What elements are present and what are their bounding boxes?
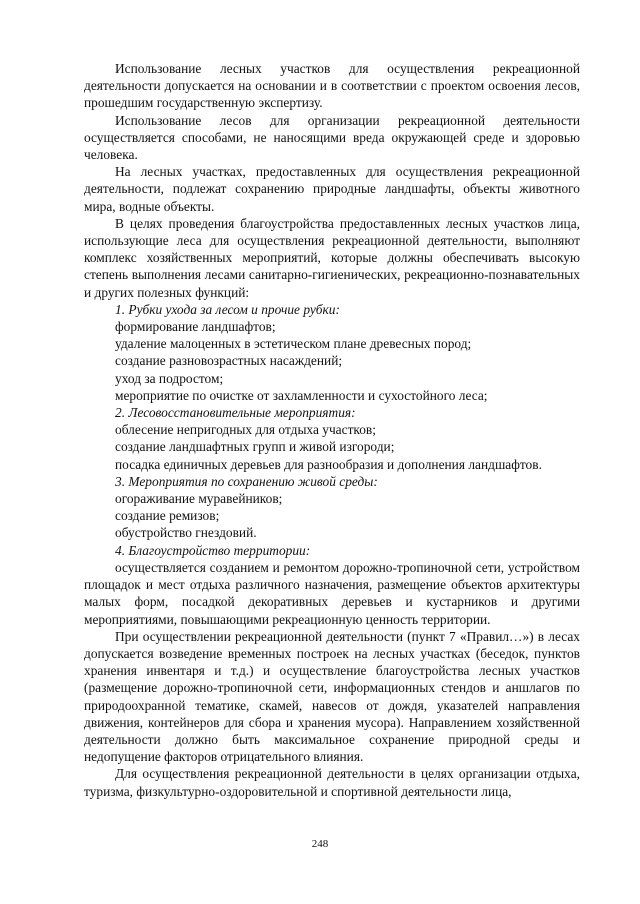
list-item: посадка единичных деревьев для разнообразия и дополнения ландшафтов. [115,456,542,472]
paragraph-preservation: На лесных участках, предоставленных для осуществления рекреационной деятельности, подлежат сохранению природные ландшафты, объекты животного мира, водные объекты. [84,164,580,214]
section-heading-reforestation: 2. Лесовосстановительные мероприятия: [115,405,356,421]
page-body [84,60,580,800]
section-heading-thinning: 1. Рубки ухода за лесом и прочие рубки: [115,301,340,317]
section-heading-landscaping: 4. Благоустройство территории: [115,542,311,558]
list-item: мероприятие по очистке от захламленности и сухостойного леса; [115,387,488,403]
list-item: обустройство гнездовий. [115,525,257,541]
paragraph-improvement-measures: В целях проведения благоустройства предоставленных лесных участков лица, использующие леса для осуществления рекреационной деятельности, выполняют комплекс хозяйственных мероприятий, которые должны обеспечивать высокую степень выполнения лесами санитарно-гигиенических, рекреационно-познавательных и других полезных функций: [84,215,580,300]
list-item: создание ремизов; [115,508,220,524]
paragraph-forest-plots-use: Использование лесных участков для осуществления рекреационной деятельности допускается на основании и в соответствии с проектом освоения лесов, прошедшим государственную экспертизу. [84,61,580,111]
list-item: облесение непригодных для отдыха участков; [115,422,376,438]
list-item: создание ландшафтных групп и живой изгороди; [115,439,395,455]
page-number: 248 [311,838,329,850]
list-item: огораживание муравейников; [115,491,283,507]
section-heading-wildlife: 3. Мероприятия по сохранению живой среды: [115,473,378,489]
paragraph-landscaping-details: осуществляется созданием и ремонтом дорожно-тропиночной сети, устройством площадок и мест отдыха различного назначения, размещение объектов архитектуры малых форм, посадкой декоративных деревьев и кустарников и другими мероприятиями, повышающими рекреационную ценность территории. [84,559,580,627]
list-item: формирование ландшафтов; [115,319,276,335]
list-item: создание разновозрастных насаждений; [115,353,343,369]
list-item: удаление малоценных в эстетическом плане древесных пород; [115,336,472,352]
paragraph-forest-use-methods: Использование лесов для организации рекреационной деятельности осуществляется способами, не наносящими вреда окружающей среде и здоровью человека. [84,112,580,163]
paragraph-temporary-buildings: При осуществлении рекреационной деятельности (пункт 7 «Правил…») в лесах допускается возведение временных построек на лесных участках (беседок, пунктов хранения инвентаря и т.д.) и осуществление благоустройства лесных участков (размещение дорожно-тропиночной сети, информационных стендов и аншлагов по природоохранной тематике, скамей, навесов от дождя, указателей направления движения, контейнеров для сбора и хранения мусора). Направлением хозяйственной деятельности должно быть максимальное сохранение природной среды и недопущение факторов отрицательного влияния. [84,628,580,765]
paragraph-recreation-purposes: Для осуществления рекреационной деятельности в целях организации отдыха, туризма, физкультурно-оздоровительной и спортивной деятельности лица, [84,766,580,799]
list-item: уход за подростом; [115,370,224,386]
